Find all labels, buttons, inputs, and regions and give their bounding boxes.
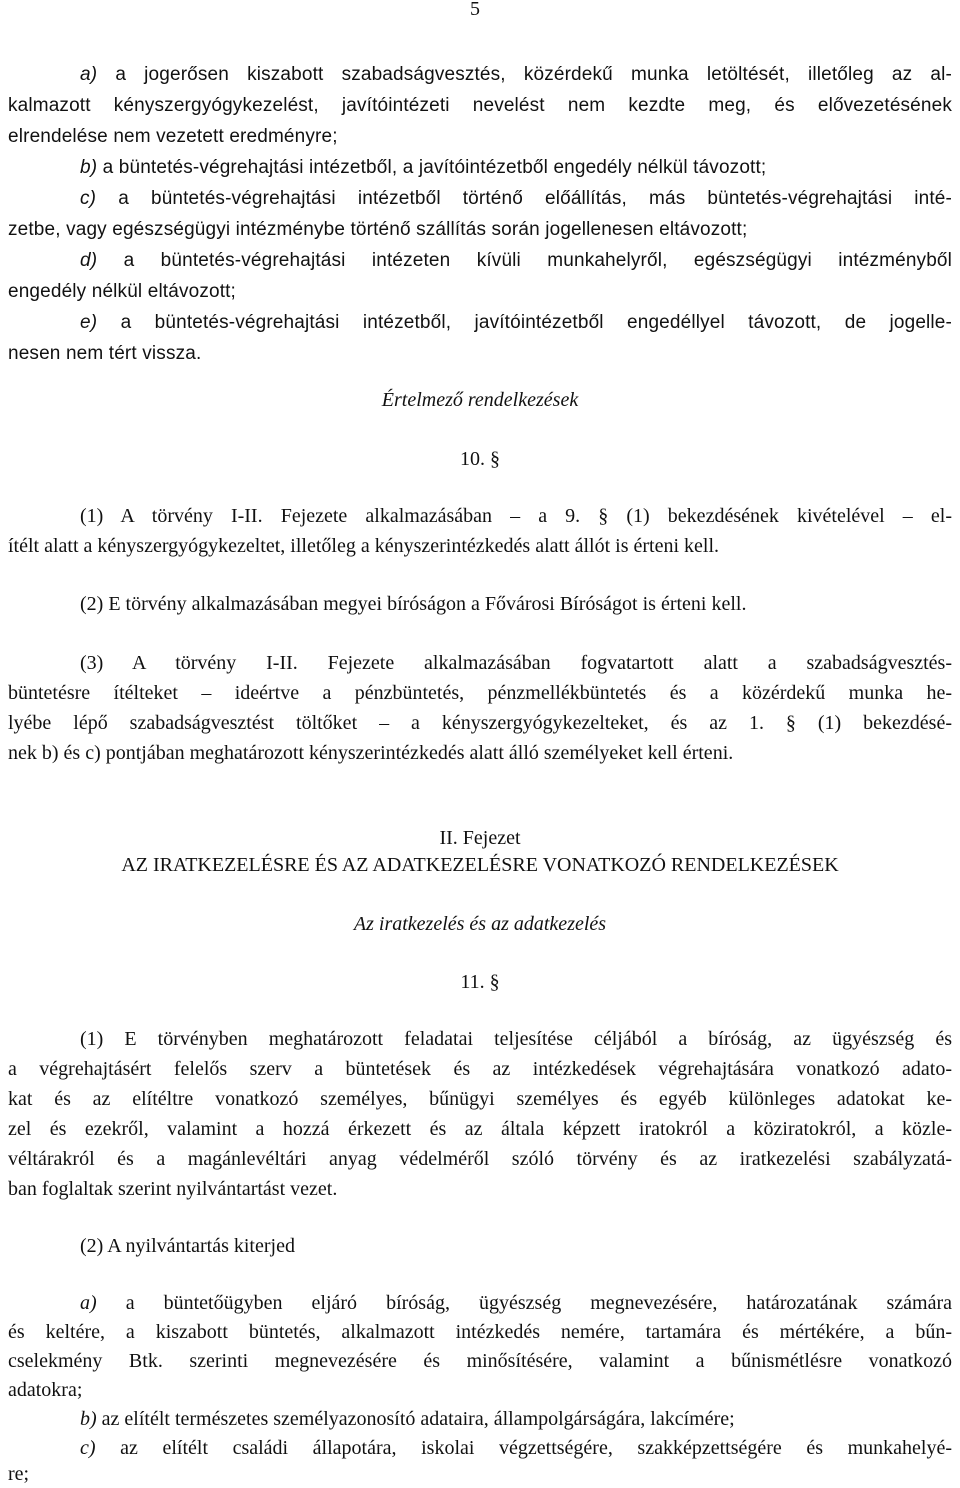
text-segment: a büntetés-végrehajtási intézetből, javítóintézetből engedéllyel távozott, de jogelle- bbox=[97, 312, 952, 333]
section-subtitle-ertelmezo bbox=[280, 389, 680, 412]
par-11-1-line-3 bbox=[8, 1088, 952, 1111]
par-11-1-line-4 bbox=[8, 1118, 952, 1141]
italic-text: d) bbox=[80, 250, 98, 271]
text-segment: el- bbox=[912, 505, 952, 527]
item-11-b bbox=[80, 1408, 735, 1431]
italic-text: a) bbox=[80, 64, 98, 85]
par-11-1-line-2 bbox=[8, 1058, 952, 1081]
text-segment: zel és ezekről, valamint a hozzá érkezett és az általa képzett iratokról a köziratokról, a közle- bbox=[8, 1118, 952, 1140]
text-segment: kalmazott kényszergyógykezelést, javítóintézeti nevelést nem kezdte meg, és elővezetésének bbox=[8, 95, 952, 116]
text-segment: a végrehajtásért felelős szerv a büntetések és az intézkedések végrehajtására vonatkozó adato- bbox=[8, 1058, 952, 1080]
text-segment: büntetésre ítélteket bbox=[8, 682, 202, 704]
par-11-2-intro bbox=[80, 1235, 295, 1258]
italic-text: c) bbox=[80, 1437, 96, 1459]
text-segment: – bbox=[379, 712, 390, 734]
item-b-line-1 bbox=[80, 157, 766, 179]
chapter-number bbox=[280, 827, 680, 850]
item-11-a-line-2 bbox=[8, 1321, 952, 1344]
text-segment: az elítélt természetes személyazonosító adataira, állampolgárságára, lakcímére; bbox=[96, 1408, 735, 1430]
text-segment: – bbox=[510, 505, 521, 527]
section-subtitle-iratkezeles bbox=[230, 913, 730, 936]
italic-text: a) bbox=[80, 1292, 97, 1314]
text-segment: kat és az elítéltre vonatkozó személyes, bűnügyi személyes és egyéb különleges adatokat ke- bbox=[8, 1088, 952, 1110]
par-11-1-line-6 bbox=[8, 1178, 337, 1201]
text-segment: II. Fejezet bbox=[439, 827, 521, 849]
par-10-3-line-3 bbox=[8, 712, 952, 735]
text-segment: (1) E törvényben meghatározott feladatai teljesítése céljából a bíróság, az ügyészség és bbox=[80, 1028, 952, 1050]
item-11-c-line-2 bbox=[8, 1463, 29, 1486]
text-segment: (2) A nyilvántartás kiterjed bbox=[80, 1235, 295, 1257]
text-segment: a 9. § (1) bekezdésének kivételével bbox=[520, 505, 903, 527]
italic-text: b) bbox=[80, 157, 98, 178]
par-10-3-line-4 bbox=[8, 742, 733, 765]
item-11-a-line-3 bbox=[8, 1350, 952, 1373]
text-segment: a büntetés-végrehajtási intézetből történő előállítás, más büntetés-végrehajtási inté- bbox=[96, 188, 952, 209]
text-segment: ideértve a pénzbüntetés, pénzmellékbüntetés és a közérdekű munka he- bbox=[211, 682, 952, 704]
item-d-line-2 bbox=[8, 281, 236, 303]
par-11-1-line-5 bbox=[8, 1148, 952, 1171]
italic-text: Az iratkezelés és az adatkezelés bbox=[353, 913, 607, 935]
italic-text: b) bbox=[80, 1408, 97, 1430]
text-segment: a jogerősen kiszabott szabadságvesztés, közérdekű munka letöltését, illetőleg az al- bbox=[97, 64, 952, 85]
text-segment: ítélt alatt a kényszergyógykezeltet, illetőleg a kényszerintézkedés alatt állót is érteni kell. bbox=[8, 535, 720, 557]
text-segment: zetbe, vagy egészségügyi intézménybe történő szállítás során jogellenesen eltávozott; bbox=[8, 219, 748, 240]
italic-text: Értelmező rendelkezések bbox=[381, 389, 579, 411]
item-11-a-line-1 bbox=[80, 1292, 952, 1315]
text-segment: a kényszergyógykezelteket, és az 1. § (1) bekezdésé- bbox=[389, 712, 952, 734]
text-segment: elrendelése nem vezetett eredményre; bbox=[8, 126, 338, 147]
par-10-1-line-2 bbox=[8, 535, 719, 558]
text-segment: cselekmény Btk. szerinti megnevezésére és minősítésére, valamint a bűnismétlésre vonatkozó bbox=[8, 1350, 952, 1372]
text-segment: engedély nélkül eltávozott; bbox=[8, 281, 236, 302]
text-segment: és keltére, a kiszabott büntetés, alkalmazott intézkedés nemére, tartamára és mértékére, a bűn- bbox=[8, 1321, 952, 1343]
section-number-10 bbox=[380, 448, 580, 471]
item-a-line-2 bbox=[8, 95, 952, 117]
item-11-c-line-1 bbox=[80, 1437, 952, 1460]
text-segment: – bbox=[902, 505, 913, 527]
chapter-title bbox=[0, 854, 960, 877]
item-a-line-1 bbox=[80, 64, 952, 86]
page-number: 5 bbox=[470, 0, 480, 20]
par-11-1-line-1 bbox=[80, 1028, 952, 1051]
item-e-line-1 bbox=[80, 312, 952, 334]
text-segment: (2) E törvény alkalmazásában megyei bíróságon a Fővárosi Bíróságot is érteni kell. bbox=[80, 593, 747, 615]
text-segment: az elítélt családi állapotára, iskolai végzettségére, szakképzettségére és munkahelyé- bbox=[95, 1437, 952, 1459]
text-segment: AZ IRATKEZELÉSRE ÉS AZ ADATKEZELÉSRE VONATKOZÓ RENDELKEZÉSEK bbox=[121, 854, 839, 876]
text-segment: 11. § bbox=[460, 971, 500, 993]
text-segment: véltárakról és a magánlevéltári anyag védelméről szóló törvény és az iratkezelési szabályzatá- bbox=[8, 1148, 952, 1170]
text-segment: ban foglaltak szerint nyilvántartást vezet. bbox=[8, 1178, 338, 1200]
text-segment: a büntetés-végrehajtási intézetből, a javítóintézetből engedély nélkül távozott; bbox=[97, 157, 767, 178]
text-segment: 10. § bbox=[460, 448, 500, 470]
text-segment: adatokra; bbox=[8, 1379, 83, 1401]
text-segment: – bbox=[201, 682, 212, 704]
text-segment: nesen nem tért vissza. bbox=[8, 343, 202, 364]
item-a-line-3 bbox=[8, 126, 338, 148]
item-c-line-2 bbox=[8, 219, 747, 241]
par-10-1-line-1 bbox=[80, 505, 952, 528]
italic-text: e) bbox=[80, 312, 98, 333]
text-segment: lyébe lépő szabadságvesztést töltőket bbox=[8, 712, 380, 734]
text-segment: a büntetőügyben eljáró bíróság, ügyészség megnevezésére, határozatának számára bbox=[96, 1292, 952, 1314]
par-10-3-line-1 bbox=[80, 652, 952, 675]
item-11-a-line-4 bbox=[8, 1379, 82, 1402]
section-number-11 bbox=[380, 971, 580, 994]
text-segment: (1) A törvény I-II. Fejezete alkalmazásában bbox=[80, 505, 511, 527]
item-c-line-1 bbox=[80, 188, 952, 210]
text-segment: (3) A törvény I-II. Fejezete alkalmazásában fogvatartott alatt a szabadságvesztés- bbox=[80, 652, 952, 674]
italic-text: c) bbox=[80, 188, 97, 209]
text-segment: nek b) és c) pontjában meghatározott kényszerintézkedés alatt álló személyeket kell érteni. bbox=[8, 742, 734, 764]
item-e-line-2 bbox=[8, 343, 201, 365]
item-d-line-1 bbox=[80, 250, 952, 272]
text-segment: a büntetés-végrehajtási intézeten kívüli munkahelyről, egészségügyi intézményből bbox=[97, 250, 952, 271]
par-10-3-line-2 bbox=[8, 682, 952, 705]
par-10-2 bbox=[80, 593, 746, 616]
text-segment: re; bbox=[8, 1463, 30, 1485]
